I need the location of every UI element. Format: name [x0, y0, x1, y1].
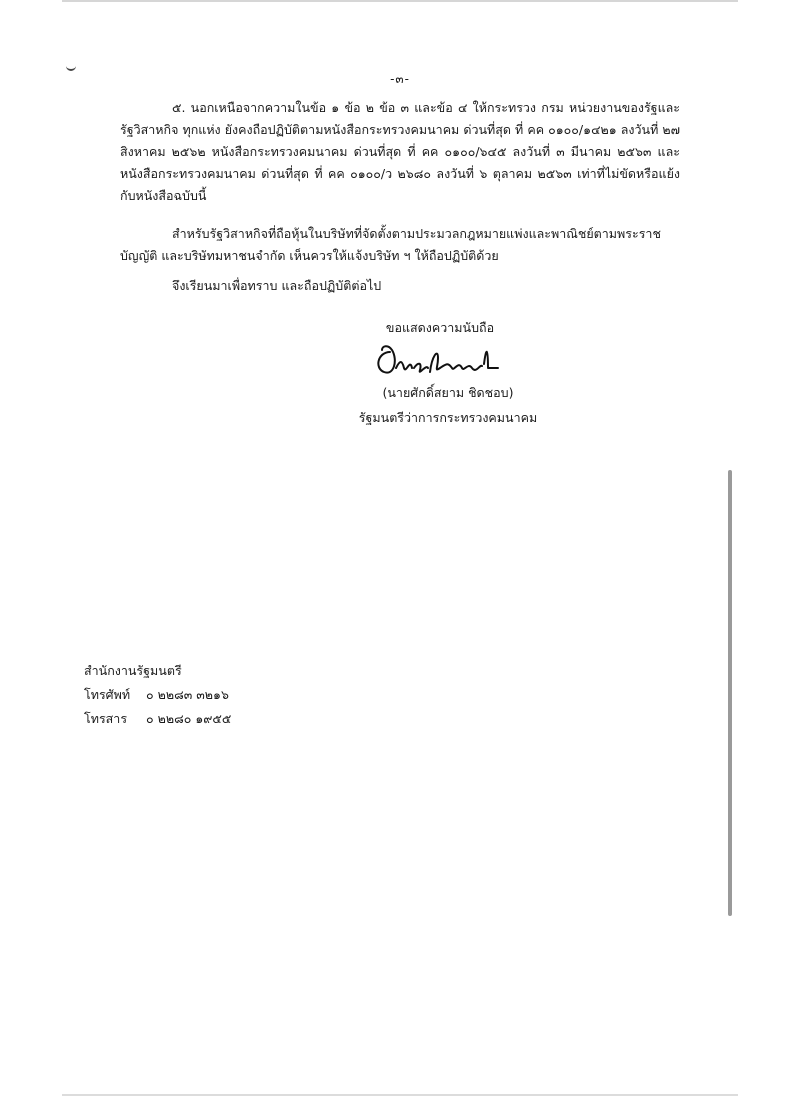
- fax-label: โทรสาร: [84, 711, 128, 726]
- signer-title: รัฐมนตรีว่าการกระทรวงคมนาคม: [358, 410, 538, 425]
- office-fax: [84, 708, 231, 730]
- fax-number: ๐ ๒๒๘๐ ๑๙๕๕: [145, 711, 232, 726]
- handwritten-signature: [368, 338, 508, 382]
- vertical-scrollbar[interactable]: [728, 470, 732, 916]
- paragraph-item-5: ๕. นอกเหนือจากความในข้อ ๑ ข้อ ๒ ข้อ ๓ และข้อ ๔ ให้กระทรวง กรม หน่วยงานของรัฐและรัฐวิสาหกิจ ทุกแห่ง ยังคงถือปฏิบัติตามหนังสือกระทรวงคมนาคม ด่วนที่สุด ที่ คค ๐๑๐๐/๑๔๒๑ ลงวันที่ ๒๗ สิงหาคม ๒๕๖๒ หนังสือกระทรวงคมนาคม ด่วนที่สุด ที่ คค ๐๑๐๐/๖๔๕ ลงวันที่ ๓ มีนาคม ๒๕๖๓ และหนังสือกระทรวงคมนาคม ด่วนที่สุด ที่ คค ๐๑๐๐/ว ๒๖๘๐ ลงวันที่ ๖ ตุลาคม ๒๕๖๓ เท่าที่ไม่ขัดหรือแย้งกับหนังสือฉบับนี้: [120, 100, 680, 203]
- office-name: สำนักงานรัฐมนตรี: [84, 663, 182, 678]
- paragraph-closing-request: จึงเรียนมาเพื่อทราบ และถือปฏิบัติต่อไป: [172, 278, 382, 293]
- page-bottom-border: [62, 1094, 738, 1096]
- closing-salutation: ขอแสดงความนับถือ: [385, 320, 495, 335]
- office-phone: [84, 684, 229, 706]
- page-number: -๓-: [390, 72, 410, 86]
- phone-label: โทรศัพท์: [84, 687, 131, 702]
- phone-number: ๐ ๒๒๘๓ ๓๒๑๖: [145, 687, 229, 702]
- signer-name: (นายศักดิ์สยาม ชิดชอบ): [382, 385, 514, 400]
- paragraph-state-enterprise: สำหรับรัฐวิสาหกิจที่ถือหุ้นในบริษัทที่จัดตั้งตามประมวลกฎหมายแพ่งและพาณิชย์ตามพระราชบัญญัติ และบริษัทมหาชนจำกัด เห็นควรให้แจ้งบริษัท ฯ ให้ถือปฏิบัติด้วย: [120, 226, 661, 263]
